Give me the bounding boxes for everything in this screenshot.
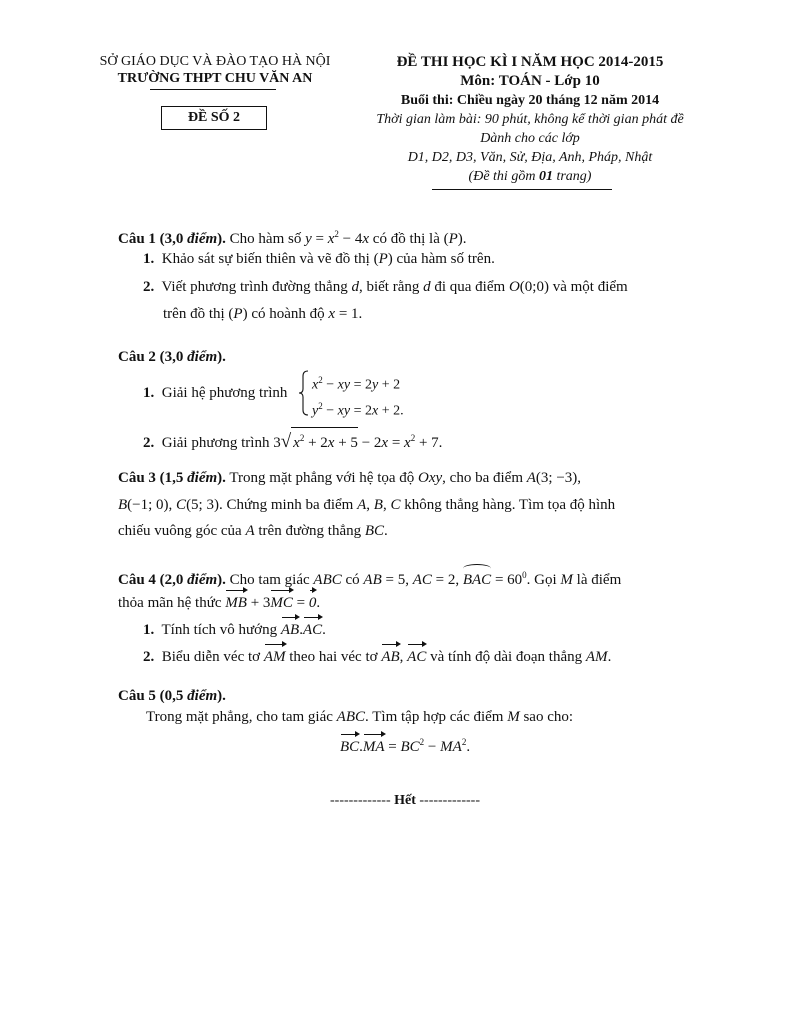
q2-item-1: 1. Giải hệ phương trình xyxy=(143,385,288,401)
question-4: Câu 4 (2,0 điểm). Cho tam giác ABC có AB = 5, AC = 2, BAC = $60^0$. Gọi M là điểm xyxy=(118,570,622,588)
q1-item-1: 1. Khảo sát sự biến thiên và vẽ đồ thị (P) của hàm số trên. xyxy=(143,251,495,267)
question-3-line-3: chiếu vuông góc của A trên đường thẳng BC. xyxy=(118,523,388,539)
exam-code-box: ĐỀ SỐ 2 xyxy=(161,106,267,130)
question-4-line-2: thỏa mãn hệ thức MB + 3MC = 0. xyxy=(118,595,321,611)
system-brace xyxy=(297,370,311,416)
exam-title: ĐỀ THI HỌC KÌ I NĂM HỌC 2014-2015 xyxy=(396,54,664,70)
session-line: Buổi thi: Chiều ngày 20 tháng 12 năm 2014 xyxy=(400,93,660,108)
q1-item-2-cont: trên đồ thị (P) có hoành độ x = 1. xyxy=(163,306,363,322)
question-3: Câu 3 (1,5 điểm). Trong mặt phẳng với hệ tọa độ Oxy, cho ba điểm A(3; −3), xyxy=(118,470,582,486)
q5-text: Trong mặt phẳng, cho tam giác ABC. Tìm tập hợp các điểm M sao cho: xyxy=(146,709,574,725)
header-left xyxy=(84,53,346,87)
q2-item-2: 2. Giải phương trình 3√ $x^2 + 2x + 5 - 2x = x^2 + 7$. xyxy=(143,427,442,453)
question-1: Câu 1 (3,0 điểm). Cho hàm số $y = x^2 - 4x$ có đồ thị là (P). xyxy=(118,229,467,247)
question-3-line-2: B(−1; 0), C(5; 3). Chứng minh ba điểm A, B, C không thẳng hàng. Tìm tọa độ hình xyxy=(118,497,616,513)
header-right-rule xyxy=(432,189,612,190)
department-name: SỞ GIÁO DỤC VÀ ĐÀO TẠO HÀ NỘI xyxy=(99,54,331,69)
system-eq-2: $y^2$ − xy = 2x + 2. xyxy=(312,401,404,419)
question-5: Câu 5 (0,5 điểm). xyxy=(118,688,226,704)
end-marker: ------------- Hết ------------- xyxy=(330,793,480,808)
header-right xyxy=(345,53,715,186)
q1-label: Câu 1 (3,0 điểm). xyxy=(118,231,226,247)
classes-line: D1, D2, D3, Văn, Sử, Địa, Anh, Pháp, Nhật xyxy=(407,150,653,165)
question-2: Câu 2 (3,0 điểm). xyxy=(118,349,226,365)
header-left-rule xyxy=(150,89,276,90)
pages-note: (Đề thi gồm 01 trang) xyxy=(468,169,592,184)
system-eq-1: $x^2$ − xy = 2y + 2 xyxy=(312,375,401,393)
school-name: TRƯỜNG THPT CHU VĂN AN xyxy=(117,71,313,86)
duration-line: Thời gian làm bài: 90 phút, không kể thời gian phát đề xyxy=(376,112,684,127)
subject-line: Môn: TOÁN - Lớp 10 xyxy=(460,73,600,89)
q4-item-2: 2. Biểu diễn véc tơ AM theo hai véc tơ AB, AC và tính độ dài đoạn thẳng AM. xyxy=(143,649,612,665)
for-classes-line: Dành cho các lớp xyxy=(480,131,580,146)
q4-item-1: 1. Tính tích vô hướng AB.AC. xyxy=(143,622,326,638)
q5-equation: $BC.MA = BC^2 - MA^2$. xyxy=(339,737,471,755)
q1-item-2: 2. Viết phương trình đường thẳng d, biết rằng d đi qua điểm O(0;0) và một điểm xyxy=(143,279,628,295)
